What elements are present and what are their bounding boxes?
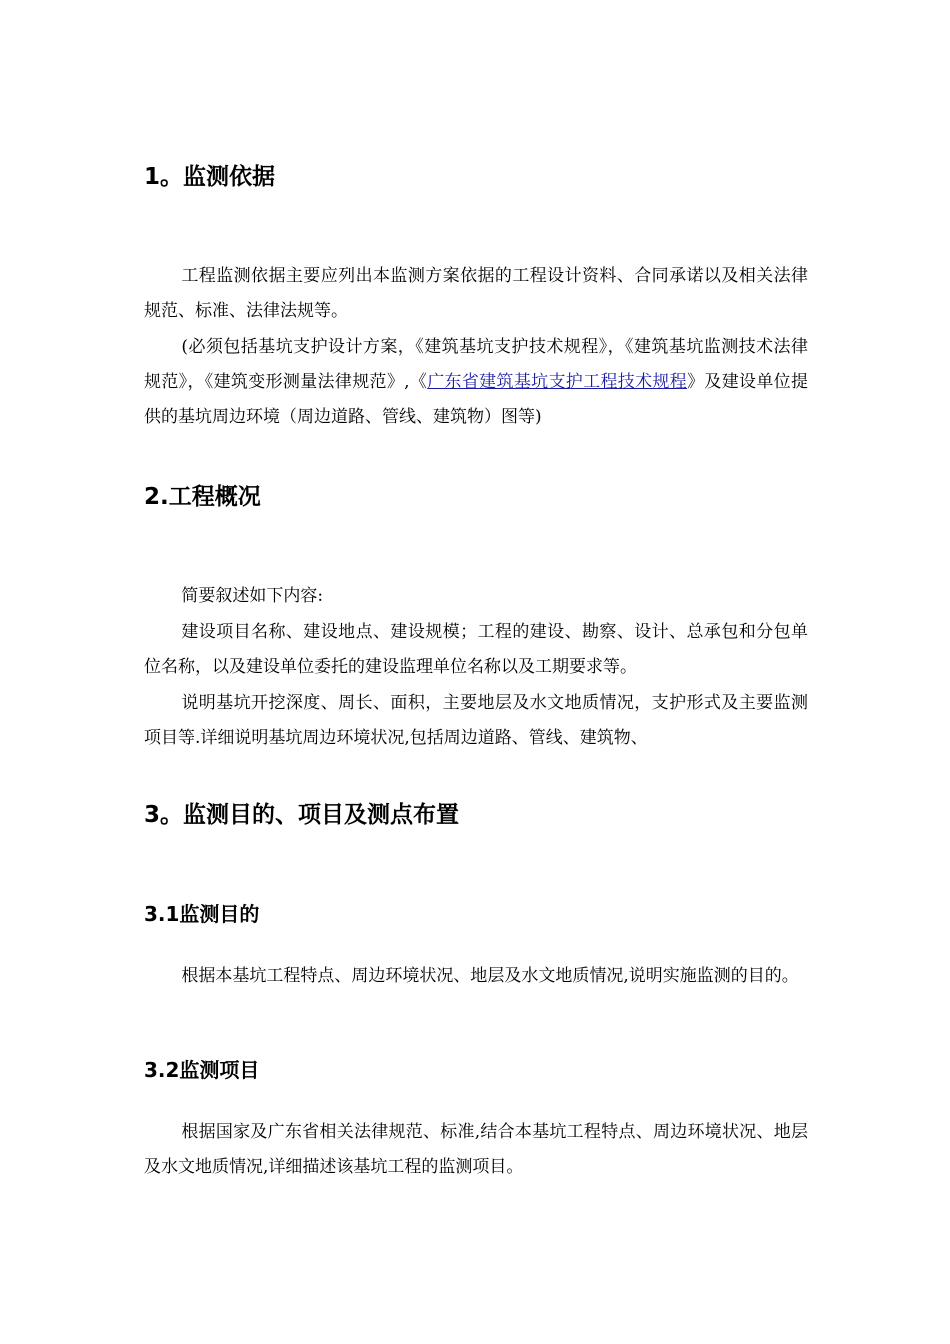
paragraph: 说明基坑开挖深度、周长、面积，主要地层及水文地质情况，支护形式及主要监测项目等.详细说明基坑周边环境状况,包括周边道路、管线、建筑物、: [144, 693, 808, 748]
paragraph: 建设项目名称、建设地点、建设规模；工程的建设、勘察、设计、总承包和分包单位名称，以及建设单位委托的建设监理单位名称以及工期要求等。: [144, 622, 808, 677]
paragraph: 根据本基坑工程特点、周边环境状况、地层及水文地质情况,说明实施监测的目的。: [181, 966, 799, 986]
section-heading-2: 2.工程概况: [144, 484, 261, 510]
note-text-before: (必须包括基坑支护设计方案，《建筑基坑支护技术规程》，《建筑基坑监测技术法律规范》，《建筑变形测量法律规范》,《: [144, 337, 808, 392]
subsection-heading-3-1: 3.1监测目的: [144, 902, 260, 926]
paragraph: 工程监测依据主要应列出本监测方案依据的工程设计资料、合同承诺以及相关法律规范、标准、法律法规等。: [144, 266, 808, 321]
section-heading-3: 3。监测目的、项目及测点布置: [144, 802, 460, 828]
section-heading-1: 1。监测依据: [144, 164, 276, 190]
paragraph: 根据国家及广东省相关法律规范、标准,结合本基坑工程特点、周边环境状况、地层及水文地质情况,详细描述该基坑工程的监测项目。: [144, 1122, 808, 1177]
paragraph: 简要叙述如下内容:: [181, 586, 324, 606]
paragraph-note: [144, 330, 808, 435]
note-text-after: 》及建设单位提供的基坑周边环境（周边道路、管线、建筑物）图等): [144, 372, 809, 427]
subsection-heading-3-2: 3.2监测项目: [144, 1058, 260, 1082]
regulation-link[interactable]: 广东省建筑基坑支护工程技术规程: [427, 372, 688, 392]
